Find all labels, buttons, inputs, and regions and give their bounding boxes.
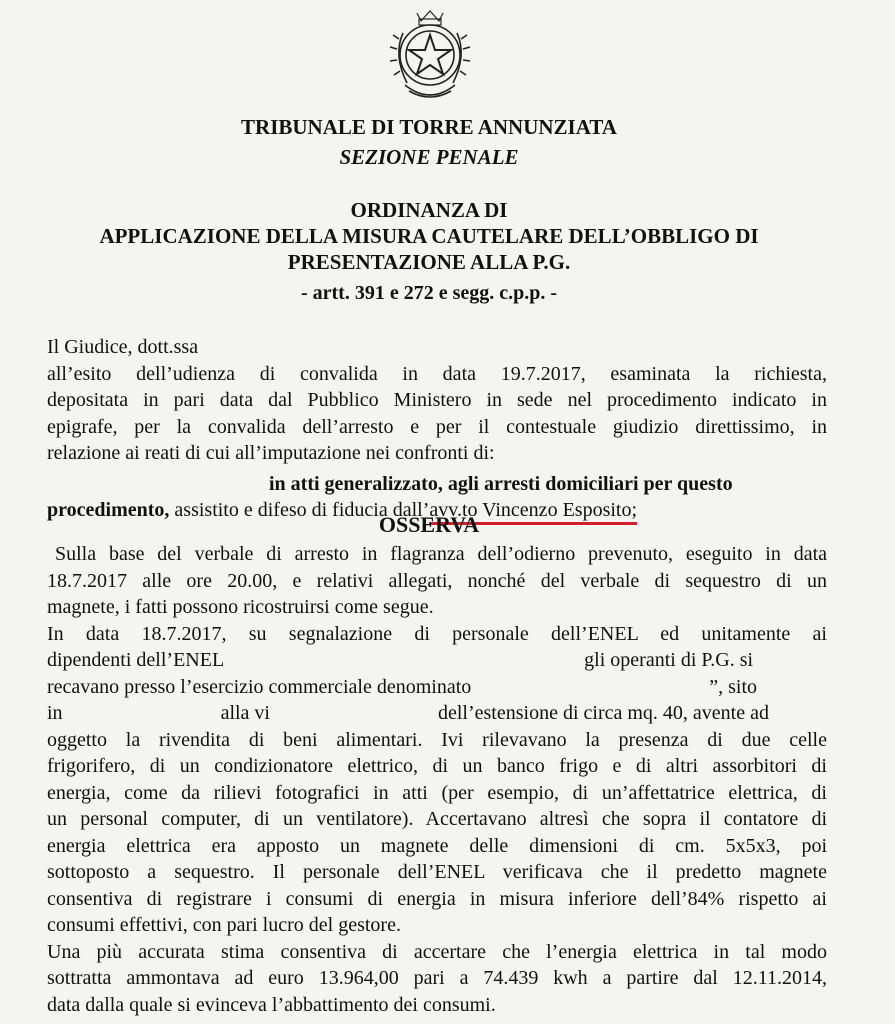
body-fragment: ”, sito bbox=[709, 675, 758, 698]
body-line: frigorifero, di un condizionatore elettrico, di un banco frigo e di altri assorbitori di bbox=[47, 755, 827, 777]
intro-line: depositata in pari data dal Pubblico Ministero in sede nel procedimento indicato in bbox=[47, 389, 827, 411]
lawyer-prefix: assistito e difeso di fiducia dall’ bbox=[174, 499, 430, 521]
body-fragment: dell’estensione di circa mq. 40, avente ad bbox=[438, 702, 769, 724]
body-line: Una più accurata stima consentiva di accertare che l’energia elettrica in tal modo bbox=[47, 940, 827, 963]
body-line bbox=[47, 700, 827, 727]
body-line: un personal computer, di un ventilatore). Accertavano altresì che sopra il contatore di bbox=[47, 808, 827, 830]
republic-emblem bbox=[383, 5, 477, 109]
body-line: Sulla base del verbale di arresto in flagranza dell’odierno prevenuto, eseguito in data bbox=[55, 543, 827, 565]
order-title-line3: PRESENTAZIONE ALLA P.G. bbox=[287, 250, 571, 274]
body-line: consentiva di registrare i consumi di energia in misura inferiore dell’84% rispetto ai bbox=[47, 887, 827, 910]
body-line: 18.7.2017 alle ore 20.00, e relativi allegati, nonché del verbale di sequestro di un bbox=[47, 569, 827, 592]
body-line: oggetto la rivendita di beni alimentari. Ivi rilevavano la presenza di due celle bbox=[47, 728, 827, 751]
facts-block bbox=[47, 541, 827, 1018]
body-fragment: gli operanti di P.G. si bbox=[584, 649, 754, 671]
body-line: data dalla quale si evinceva l’abbattimento dei consumi. bbox=[47, 993, 496, 1016]
intro-line: Il Giudice, dott.ssa bbox=[47, 336, 199, 358]
body-line: consumi effettivi, con pari lucro del gestore. bbox=[47, 914, 401, 936]
intro-line: relazione ai reati di cui all’imputazione nei confronti di: bbox=[47, 442, 495, 464]
body-fragment: in bbox=[47, 702, 63, 724]
body-fragment: dipendenti dell’ENEL bbox=[47, 649, 225, 671]
intro-line: epigrafe, per la convalida dell’arresto e per il contestuale giudizio direttissimo, in bbox=[47, 415, 827, 438]
body-line: magnete, i fatti possono ricostruirsi come segue. bbox=[47, 596, 434, 618]
order-title-line2: APPLICAZIONE DELLA MISURA CAUTELARE DELL’OBBLIGO DI bbox=[99, 224, 759, 248]
body-line: energia, come da rilievi fotografici in atti (per esempio, di un’affettatrice elettrica, di bbox=[47, 781, 827, 804]
body-fragment: recavano presso l’esercizio commerciale denominato bbox=[47, 675, 472, 698]
lawyer-name-highlight: avv.to Vincenzo Esposito; bbox=[429, 499, 637, 525]
body-line: sottratta ammontava ad euro 13.964,00 pari a 74.439 kwh a partire dal 12.11.2014, bbox=[47, 967, 827, 989]
body-line: In data 18.7.2017, su segnalazione di personale dell’ENEL ed unitamente ai bbox=[47, 622, 827, 645]
osserva-heading: OSSERVA bbox=[378, 512, 480, 537]
procedure-label: procedimento, bbox=[47, 499, 170, 521]
order-title-line1: ORDINANZA DI bbox=[350, 198, 508, 222]
court-section: SEZIONE PENALE bbox=[339, 145, 519, 169]
body-line bbox=[47, 674, 827, 701]
body-fragment: alla vi bbox=[220, 702, 270, 724]
intro-block bbox=[47, 334, 827, 524]
body-line: energia elettrica era apposto un magnete delle dimensioni di cm. 5x5x3, poi bbox=[47, 834, 827, 857]
articles-reference: - artt. 391 e 272 e segg. c.p.p. - bbox=[300, 282, 558, 304]
court-name: TRIBUNALE DI TORRE ANNUNZIATA bbox=[241, 115, 617, 139]
defendant-line: in atti generalizzato, agli arresti domiciliari per questo bbox=[269, 472, 733, 495]
intro-line: all’esito dell’udienza di convalida in data 19.7.2017, esaminata la richiesta, bbox=[47, 362, 827, 385]
body-line: sottoposto a sequestro. Il personale dell’ENEL verificava che il predetto magnete bbox=[47, 861, 827, 883]
body-line bbox=[47, 647, 827, 674]
